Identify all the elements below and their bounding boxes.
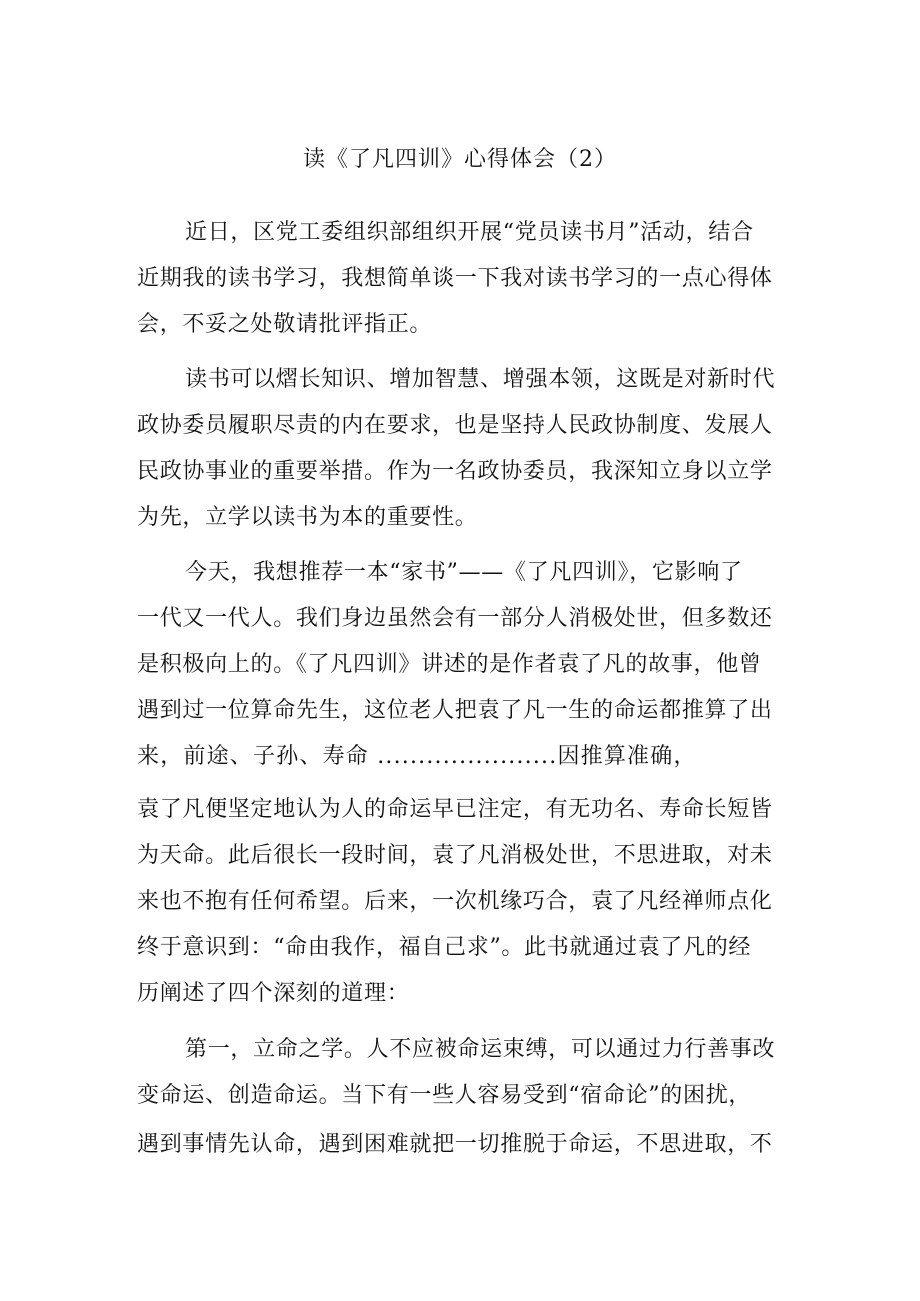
text-line: 政协委员履职尽责的内在要求，也是坚持人民政协制度、发展人 [137, 413, 773, 438]
text-line: 为先，立学以读书为本的重要性。 [137, 505, 478, 530]
text-line: 一代又一代人。我们身边虽然会有一部分人消极处世，但多数还 [137, 606, 773, 631]
text-line: 会，不妥之处敬请批评指正。 [137, 312, 433, 337]
text-line: 近期我的读书学习，我想简单谈一下我对读书学习的一点心得体 [137, 266, 773, 291]
text-line: 民政协事业的重要举措。作为一名政协委员，我深知立身以立学 [137, 459, 773, 484]
text-line: 袁了凡便坚定地认为人的命运早已注定，有无功名、寿命长短皆 [137, 797, 773, 822]
text-line: 今天，我想推荐一本“家书”——《了凡四训》，它影响了 [185, 560, 743, 585]
text-line: 遇到事情先认命，遇到困难就把一切推脱于命运，不思进取，不 [137, 1132, 773, 1157]
text-line: 变命运、创造命运。当下有一些人容易受到“宿命论”的困扰， [137, 1083, 752, 1108]
text-line: 近日，区党工委组织部组织开展“党员读书月”活动，结合 [185, 220, 754, 245]
text-line: 是积极向上的。《了凡四训》讲述的是作者袁了凡的故事，他曾 [137, 652, 762, 677]
text-line: 读书可以熠长知识、增加智慧、增强本领，这既是对新时代 [185, 367, 776, 392]
text-line: 来也不抱有任何希望。后来，一次机缘巧合，袁了凡经禅师点化 [137, 889, 773, 914]
document-title: 读《了凡四训》心得体会（2） [303, 147, 617, 172]
text-line: 第一，立命之学。人不应被命运束缚，可以通过力行善事改 [185, 1037, 776, 1062]
text-line: 遇到过一位算命先生，这位老人把袁了凡一生的命运都推算了出 [137, 698, 773, 723]
text-line: 来，前途、子孙、寿命 ......................因推算准确， [137, 744, 697, 769]
text-line: 历阐述了四个深刻的道理： [137, 981, 410, 1006]
text-line: 终于意识到：“命由我作，福自己求”。此书就通过袁了凡的经 [137, 935, 752, 960]
text-line: 为天命。此后很长一段时间，袁了凡消极处世，不思进取，对未 [137, 843, 773, 868]
